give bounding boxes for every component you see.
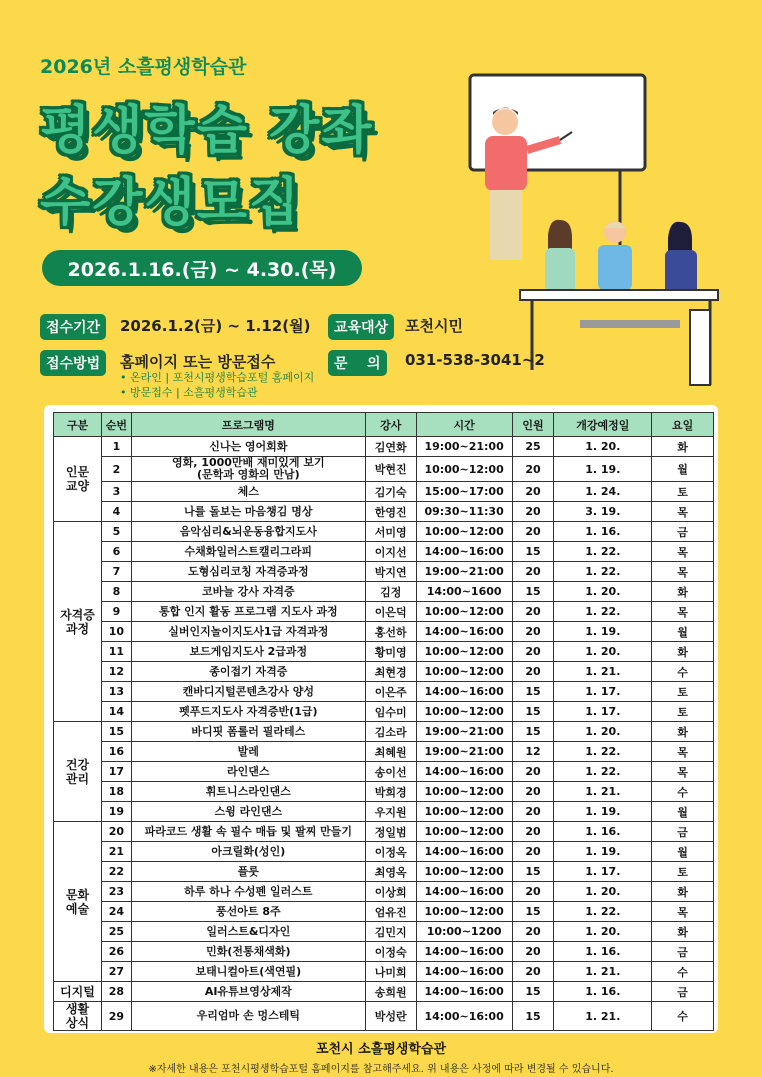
number-cell: 2: [101, 457, 131, 482]
number-cell: 29: [101, 1002, 131, 1031]
weekday-cell: 수: [652, 782, 714, 802]
time-cell: 14:00~1600: [416, 582, 512, 602]
number-cell: 18: [101, 782, 131, 802]
number-cell: 15: [101, 722, 131, 742]
table-row: [54, 782, 714, 802]
time-cell: 19:00~21:00: [416, 722, 512, 742]
start-date-cell: 1. 22.: [554, 562, 652, 582]
start-date-cell: 1. 20.: [554, 922, 652, 942]
program-cell: 수채화일러스트캘리그라피: [131, 542, 365, 562]
start-date-cell: 1. 16.: [554, 942, 652, 962]
table-row: [54, 742, 714, 762]
weekday-cell: 목: [652, 502, 714, 522]
table-row: [54, 522, 714, 542]
table-row: [54, 922, 714, 942]
program-cell: 캔바디지털콘텐츠강사 양성: [131, 682, 365, 702]
instructor-cell: 이은주: [365, 682, 416, 702]
capacity-cell: 20: [512, 482, 554, 502]
method-detail-visit: • 방문접수 | 소흘평생학습관: [120, 385, 314, 400]
weekday-cell: 화: [652, 722, 714, 742]
table-row: [54, 542, 714, 562]
method-label: 접수방법: [40, 350, 106, 376]
table-row: [54, 902, 714, 922]
start-date-cell: 1. 20.: [554, 642, 652, 662]
instructor-cell: 서미영: [365, 522, 416, 542]
time-cell: 10:00~12:00: [416, 862, 512, 882]
table-header-row: [54, 413, 714, 437]
number-cell: 8: [101, 582, 131, 602]
capacity-cell: 15: [512, 582, 554, 602]
capacity-cell: 15: [512, 682, 554, 702]
capacity-cell: 15: [512, 542, 554, 562]
instructor-cell: 정일범: [365, 822, 416, 842]
time-cell: 15:00~17:00: [416, 482, 512, 502]
instructor-cell: 김연화: [365, 437, 416, 457]
number-cell: 14: [101, 702, 131, 722]
instructor-cell: 박지연: [365, 562, 416, 582]
group-cell: 인문 교양: [54, 437, 102, 522]
start-date-cell: 1. 20.: [554, 437, 652, 457]
number-cell: 3: [101, 482, 131, 502]
instructor-cell: 박희경: [365, 782, 416, 802]
capacity-cell: 15: [512, 722, 554, 742]
program-cell: 실버인지놀이지도사1급 자격과정: [131, 622, 365, 642]
weekday-cell: 목: [652, 602, 714, 622]
weekday-cell: 목: [652, 742, 714, 762]
instructor-cell: 최혜원: [365, 742, 416, 762]
column-header: 요일: [652, 413, 714, 437]
table-row: [54, 762, 714, 782]
start-date-cell: 3. 19.: [554, 502, 652, 522]
target-value: 포천시민: [405, 317, 463, 335]
program-cell: 보태니컬아트(색연필): [131, 962, 365, 982]
weekday-cell: 토: [652, 862, 714, 882]
capacity-cell: 20: [512, 602, 554, 622]
table-body: [54, 437, 714, 1031]
program-cell: 보드게임지도사 2급과정: [131, 642, 365, 662]
table-row: [54, 602, 714, 622]
number-cell: 21: [101, 842, 131, 862]
start-date-cell: 1. 22.: [554, 902, 652, 922]
table-row: [54, 622, 714, 642]
program-cell: 아크릴화(성인): [131, 842, 365, 862]
program-cell: 플룻: [131, 862, 365, 882]
teacher-head: [492, 109, 518, 135]
teacher-body: [485, 136, 527, 191]
table-row: [54, 862, 714, 882]
method-details: [120, 370, 314, 400]
start-date-cell: 1. 21.: [554, 782, 652, 802]
number-cell: 20: [101, 822, 131, 842]
program-cell: 민화(전통채색화): [131, 942, 365, 962]
weekday-cell: 목: [652, 562, 714, 582]
number-cell: 12: [101, 662, 131, 682]
capacity-cell: 20: [512, 622, 554, 642]
capacity-cell: 12: [512, 742, 554, 762]
number-cell: 1: [101, 437, 131, 457]
time-cell: 14:00~16:00: [416, 762, 512, 782]
time-cell: 10:00~1200: [416, 922, 512, 942]
time-cell: 19:00~21:00: [416, 437, 512, 457]
program-cell: 통합 인지 활동 프로그램 지도사 과정: [131, 602, 365, 622]
program-cell: 음악심리&뇌운동융합지도사: [131, 522, 365, 542]
number-cell: 4: [101, 502, 131, 522]
number-cell: 28: [101, 982, 131, 1002]
desk: [520, 290, 718, 300]
subtitle: 2026년 소흘평생학습관: [40, 56, 247, 78]
time-cell: 14:00~16:00: [416, 962, 512, 982]
weekday-cell: 월: [652, 457, 714, 482]
number-cell: 10: [101, 622, 131, 642]
program-cell: 풍선아트 8주: [131, 902, 365, 922]
program-cell: 코바늘 강사 자격증: [131, 582, 365, 602]
start-date-cell: 1. 24.: [554, 482, 652, 502]
time-cell: 10:00~12:00: [416, 662, 512, 682]
start-date-cell: 1. 22.: [554, 742, 652, 762]
start-date-cell: 1. 16.: [554, 822, 652, 842]
time-cell: 14:00~16:00: [416, 622, 512, 642]
table-row: [54, 842, 714, 862]
capacity-cell: 20: [512, 642, 554, 662]
time-cell: 14:00~16:00: [416, 982, 512, 1002]
program-cell: 라인댄스: [131, 762, 365, 782]
program-cell: 하루 하나 수성펜 일러스트: [131, 882, 365, 902]
instructor-cell: 이정옥: [365, 842, 416, 862]
table-row: [54, 562, 714, 582]
number-cell: 9: [101, 602, 131, 622]
reception-label: 접수기간: [40, 314, 106, 340]
program-cell: 펫푸드지도사 자격증반(1급): [131, 702, 365, 722]
table-row: [54, 642, 714, 662]
start-date-cell: 1. 20.: [554, 882, 652, 902]
group-cell: 생활 상식: [54, 1002, 102, 1031]
weekday-cell: 금: [652, 942, 714, 962]
weekday-cell: 토: [652, 682, 714, 702]
weekday-cell: 목: [652, 542, 714, 562]
start-date-cell: 1. 17.: [554, 702, 652, 722]
program-cell: AI유튜브영상제작: [131, 982, 365, 1002]
start-date-cell: 1. 22.: [554, 542, 652, 562]
instructor-cell: 박현진: [365, 457, 416, 482]
number-cell: 11: [101, 642, 131, 662]
capacity-cell: 20: [512, 882, 554, 902]
weekday-cell: 월: [652, 802, 714, 822]
capacity-cell: 20: [512, 562, 554, 582]
contact-label: 문 의: [328, 350, 387, 376]
table-row: [54, 437, 714, 457]
contact-value: 031-538-3041~2: [405, 351, 545, 369]
number-cell: 24: [101, 902, 131, 922]
number-cell: 26: [101, 942, 131, 962]
capacity-cell: 20: [512, 662, 554, 682]
capacity-cell: 20: [512, 457, 554, 482]
program-cell: 파라코드 생활 속 필수 매듭 및 팔찌 만들기: [131, 822, 365, 842]
instructor-cell: 이은덕: [365, 602, 416, 622]
program-cell: 체스: [131, 482, 365, 502]
weekday-cell: 금: [652, 982, 714, 1002]
time-cell: 10:00~12:00: [416, 782, 512, 802]
title-line-1: 평생학습 강좌: [40, 101, 374, 161]
capacity-cell: 20: [512, 822, 554, 842]
table-row: [54, 582, 714, 602]
time-cell: 10:00~12:00: [416, 822, 512, 842]
number-cell: 16: [101, 742, 131, 762]
weekday-cell: 수: [652, 962, 714, 982]
weekday-cell: 월: [652, 622, 714, 642]
table-row: [54, 682, 714, 702]
instructor-cell: 김소라: [365, 722, 416, 742]
reception-value: 2026.1.2(금) ~ 1.12(월): [120, 317, 311, 335]
weekday-cell: 금: [652, 822, 714, 842]
column-header: 강사: [365, 413, 416, 437]
start-date-cell: 1. 22.: [554, 762, 652, 782]
number-cell: 7: [101, 562, 131, 582]
start-date-cell: 1. 21.: [554, 1002, 652, 1031]
number-cell: 25: [101, 922, 131, 942]
time-cell: 19:00~21:00: [416, 742, 512, 762]
instructor-cell: 최현경: [365, 662, 416, 682]
instructor-cell: 송이선: [365, 762, 416, 782]
table-row: [54, 662, 714, 682]
weekday-cell: 토: [652, 702, 714, 722]
weekday-cell: 화: [652, 582, 714, 602]
table-row: [54, 702, 714, 722]
group-cell: 건강 관리: [54, 722, 102, 822]
column-header: 구분: [54, 413, 102, 437]
program-cell: 도형심리코칭 자격증과정: [131, 562, 365, 582]
program-cell: 일러스트&디자인: [131, 922, 365, 942]
time-cell: 14:00~16:00: [416, 1002, 512, 1031]
footer-note: ※자세한 내용은 포천시평생학습포털 홈페이지를 참고해주세요. 위 내용은 사정에 따라 변경될 수 있습니다.: [148, 1064, 614, 1075]
time-cell: 10:00~12:00: [416, 802, 512, 822]
instructor-cell: 송희원: [365, 982, 416, 1002]
table-row: [54, 502, 714, 522]
number-cell: 22: [101, 862, 131, 882]
capacity-cell: 15: [512, 982, 554, 1002]
weekday-cell: 화: [652, 437, 714, 457]
weekday-cell: 화: [652, 642, 714, 662]
instructor-cell: 나미희: [365, 962, 416, 982]
capacity-cell: 20: [512, 942, 554, 962]
group-cell: 디지털: [54, 982, 102, 1002]
instructor-cell: 김민지: [365, 922, 416, 942]
footer-org: 포천시 소흘평생학습관: [315, 1042, 447, 1057]
instructor-cell: 엄유진: [365, 902, 416, 922]
number-cell: 23: [101, 882, 131, 902]
start-date-cell: 1. 17.: [554, 862, 652, 882]
time-cell: 10:00~12:00: [416, 602, 512, 622]
capacity-cell: 20: [512, 922, 554, 942]
table-row: [54, 1002, 714, 1031]
weekday-cell: 금: [652, 522, 714, 542]
column-header: 프로그램명: [131, 413, 365, 437]
capacity-cell: 20: [512, 782, 554, 802]
time-cell: 14:00~16:00: [416, 682, 512, 702]
weekday-cell: 토: [652, 482, 714, 502]
number-cell: 19: [101, 802, 131, 822]
weekday-cell: 화: [652, 882, 714, 902]
start-date-cell: 1. 22.: [554, 602, 652, 622]
number-cell: 5: [101, 522, 131, 542]
instructor-cell: 이지선: [365, 542, 416, 562]
program-cell: 휘트니스라인댄스: [131, 782, 365, 802]
weekday-cell: 목: [652, 902, 714, 922]
column-header: 개강예정일: [554, 413, 652, 437]
group-cell: 자격증 과정: [54, 522, 102, 722]
start-date-cell: 1. 17.: [554, 682, 652, 702]
capacity-cell: 20: [512, 842, 554, 862]
time-cell: 10:00~12:00: [416, 902, 512, 922]
program-cell: 종이접기 자격증: [131, 662, 365, 682]
instructor-cell: 이상희: [365, 882, 416, 902]
time-cell: 10:00~12:00: [416, 702, 512, 722]
instructor-cell: 김정: [365, 582, 416, 602]
start-date-cell: 1. 19.: [554, 842, 652, 862]
capacity-cell: 20: [512, 502, 554, 522]
start-date-cell: 1. 21.: [554, 962, 652, 982]
capacity-cell: 20: [512, 762, 554, 782]
program-cell: 스윙 라인댄스: [131, 802, 365, 822]
time-cell: 10:00~12:00: [416, 642, 512, 662]
capacity-cell: 20: [512, 522, 554, 542]
weekday-cell: 월: [652, 842, 714, 862]
program-cell: 바디핏 폼롤러 필라테스: [131, 722, 365, 742]
instructor-cell: 홍선하: [365, 622, 416, 642]
start-date-cell: 1. 16.: [554, 522, 652, 542]
table-row: [54, 722, 714, 742]
capacity-cell: 20: [512, 802, 554, 822]
start-date-cell: 1. 16.: [554, 982, 652, 1002]
start-date-cell: 1. 20.: [554, 722, 652, 742]
weekday-cell: 목: [652, 762, 714, 782]
instructor-cell: 이정숙: [365, 942, 416, 962]
number-cell: 27: [101, 962, 131, 982]
method-value: 홈페이지 또는 방문접수: [120, 353, 276, 371]
target-label: 교육대상: [328, 314, 394, 340]
title-line-2: 수강생모집: [40, 173, 302, 233]
capacity-cell: 15: [512, 702, 554, 722]
weekday-cell: 수: [652, 1002, 714, 1031]
start-date-cell: 1. 19.: [554, 622, 652, 642]
instructor-cell: 박성란: [365, 1002, 416, 1031]
number-cell: 17: [101, 762, 131, 782]
instructor-cell: 임수미: [365, 702, 416, 722]
program-cell: 우리엄마 손 멍스테틱: [131, 1002, 365, 1031]
capacity-cell: 15: [512, 862, 554, 882]
period-pill: 2026.1.16.(금) ~ 4.30.(목): [42, 250, 362, 286]
start-date-cell: 1. 19.: [554, 802, 652, 822]
column-header: 시간: [416, 413, 512, 437]
instructor-cell: 우지원: [365, 802, 416, 822]
instructor-cell: 한영진: [365, 502, 416, 522]
capacity-cell: 15: [512, 902, 554, 922]
table-row: [54, 882, 714, 902]
column-header: 순번: [101, 413, 131, 437]
instructor-cell: 김기숙: [365, 482, 416, 502]
group-cell: 문화 예술: [54, 822, 102, 982]
time-cell: 19:00~21:00: [416, 562, 512, 582]
capacity-cell: 25: [512, 437, 554, 457]
time-cell: 10:00~12:00: [416, 457, 512, 482]
method-detail-online: • 온라인 | 포천시평생학습포털 홈페이지: [120, 370, 314, 385]
capacity-cell: 20: [512, 962, 554, 982]
start-date-cell: 1. 19.: [554, 457, 652, 482]
instructor-cell: 최영옥: [365, 862, 416, 882]
time-cell: 14:00~16:00: [416, 882, 512, 902]
weekday-cell: 화: [652, 922, 714, 942]
number-cell: 6: [101, 542, 131, 562]
program-cell: 신나는 영어회화: [131, 437, 365, 457]
start-date-cell: 1. 21.: [554, 662, 652, 682]
time-cell: 10:00~12:00: [416, 522, 512, 542]
capacity-cell: 15: [512, 1002, 554, 1031]
weekday-cell: 수: [652, 662, 714, 682]
table-row: [54, 942, 714, 962]
number-cell: 13: [101, 682, 131, 702]
table-row: [54, 962, 714, 982]
table-row: [54, 802, 714, 822]
column-header: 인원: [512, 413, 554, 437]
time-cell: 09:30~11:30: [416, 502, 512, 522]
time-cell: 14:00~16:00: [416, 542, 512, 562]
program-cell: 영화, 1000만배 재미있게 보기 (문학과 영화의 만남): [131, 457, 365, 482]
time-cell: 14:00~16:00: [416, 942, 512, 962]
table-row: [54, 982, 714, 1002]
course-table: [53, 412, 714, 1031]
table-row: [54, 482, 714, 502]
table-row: [54, 822, 714, 842]
program-cell: 발레: [131, 742, 365, 762]
program-cell: 나를 돌보는 마음챙김 명상: [131, 502, 365, 522]
table-row: [54, 457, 714, 482]
instructor-cell: 황미영: [365, 642, 416, 662]
time-cell: 14:00~16:00: [416, 842, 512, 862]
start-date-cell: 1. 20.: [554, 582, 652, 602]
